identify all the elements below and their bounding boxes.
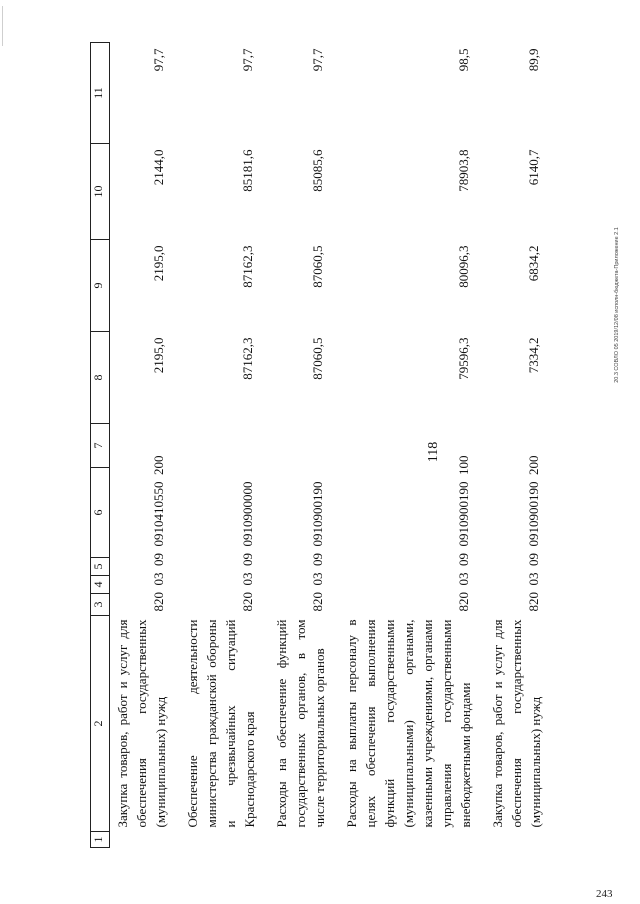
row-description: Обеспечение деятельности министерства гражданской обороны и чрезвычайных ситуаций Краснодарского края <box>185 619 257 828</box>
amount-approved: 87162,3 <box>240 337 255 380</box>
code-subsection: 09 <box>240 553 255 566</box>
header-col-10: 10 <box>91 144 110 240</box>
header-col-2: 2 <box>91 616 110 832</box>
amount-executed: 85085,6 <box>310 149 325 192</box>
amount-approved: 87060,5 <box>310 337 325 380</box>
code-section: 03 <box>526 572 541 586</box>
row-codes <box>485 424 555 616</box>
amount-planned: 80096,3 <box>456 245 471 288</box>
execution-percent: 97,7 <box>240 48 255 72</box>
code-subsection: 09 <box>151 553 166 566</box>
code-target-article: 0910900190 <box>526 481 541 547</box>
code-target-article: 0910900190 <box>456 481 471 547</box>
budget-table <box>90 42 555 848</box>
amount-planned: 87060,5 <box>310 245 325 288</box>
row-codes <box>110 424 181 616</box>
code-section: 03 <box>240 572 255 586</box>
execution-percent: 97,7 <box>151 48 166 72</box>
code-target-article: 0910900190 <box>310 481 325 547</box>
code-subsection: 09 <box>310 553 325 566</box>
code-section: 03 <box>310 572 325 586</box>
header-col-5: 5 <box>91 558 110 576</box>
amount-executed: 85181,6 <box>240 149 255 192</box>
amount-approved: 2195,0 <box>151 337 166 374</box>
code-ministry: 820 <box>240 592 255 612</box>
amount-executed: 78903,8 <box>456 149 471 192</box>
execution-percent: 89,9 <box>526 48 541 72</box>
amount-approved: 79596,3 <box>456 337 471 380</box>
scan-artifact-line <box>2 6 3 46</box>
code-expense-type: 100 <box>456 455 471 475</box>
header-col-3: 3 <box>91 594 110 616</box>
code-subsection: 09 <box>526 553 541 566</box>
row-description: Закупка товаров, работ и услуг для обеспечения государственных (муниципальных) нужд <box>115 619 168 828</box>
code-ministry: 820 <box>310 592 325 612</box>
header-col-11: 11 <box>91 43 110 144</box>
header-col-9: 9 <box>91 240 110 332</box>
code-ministry: 820 <box>151 592 166 612</box>
row-description: Расходы на обеспечение функций государственных органов, в том числе территориальных органов <box>274 619 327 828</box>
row-description: Закупка товаров, работ и услуг для обеспечения государственных (муниципальных) нужд <box>490 619 543 828</box>
execution-percent: 97,7 <box>310 48 325 72</box>
row-codes <box>339 424 485 616</box>
footer-stamp: 20.3 СОВЛО 05 2019/12/08 исполн-бюджета-Приложение 2.1 <box>614 227 620 383</box>
table-row <box>339 43 485 848</box>
amount-planned: 87162,3 <box>240 245 255 288</box>
amount-planned: 2195,0 <box>151 245 166 282</box>
header-col-4: 4 <box>91 576 110 594</box>
row-codes <box>269 424 339 616</box>
amount-approved: 7334,2 <box>526 337 541 374</box>
code-expense-type: 200 <box>151 455 166 475</box>
execution-percent: 98,5 <box>456 48 471 72</box>
code-section: 03 <box>456 572 471 586</box>
amount-planned: 6834,2 <box>526 245 541 282</box>
header-col-1: 1 <box>91 832 110 848</box>
row-description: Расходы на выплаты персоналу в целях обеспечения выполнения функций государственными (муниципальными) органами, казенными учреждениями, органами управления государственными внебюджетными фондами <box>344 619 473 828</box>
code-section: 03 <box>151 572 166 586</box>
table-row <box>269 43 339 848</box>
page-number: 118 <box>426 441 441 463</box>
rotated-budget-table <box>90 42 555 848</box>
code-target-article: 0910410550 <box>151 481 166 547</box>
code-ministry: 820 <box>526 592 541 612</box>
header-col-7: 7 <box>91 424 110 468</box>
table-header-row <box>91 43 110 848</box>
table-row <box>180 43 269 848</box>
amount-executed: 6140,7 <box>526 149 541 186</box>
corner-page-mark: 243 <box>596 888 613 900</box>
code-subsection: 09 <box>456 553 471 566</box>
header-col-6: 6 <box>91 468 110 558</box>
table-row <box>485 43 555 848</box>
code-ministry: 820 <box>456 592 471 612</box>
table-row <box>110 43 181 848</box>
header-col-8: 8 <box>91 332 110 424</box>
code-expense-type: 200 <box>526 455 541 475</box>
code-target-article: 0910900000 <box>240 481 255 547</box>
amount-executed: 2144,0 <box>151 149 166 186</box>
row-codes <box>180 424 269 616</box>
